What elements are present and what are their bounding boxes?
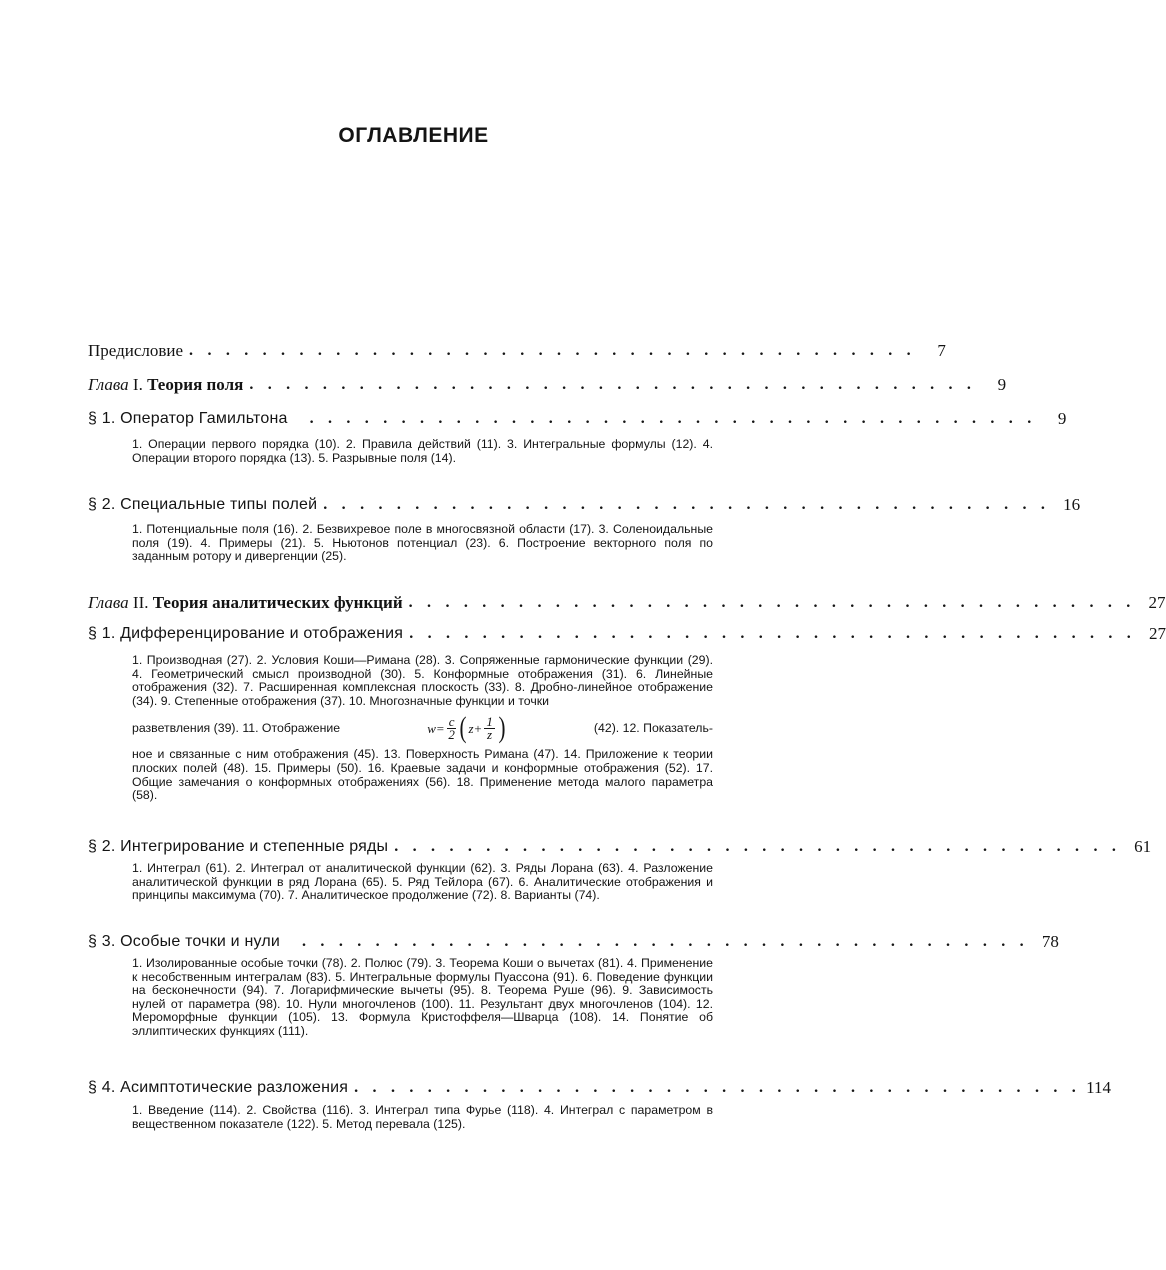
chapter-number: I. bbox=[132, 375, 143, 394]
fraction-numerator: c bbox=[448, 713, 455, 729]
toc-chapter-2[interactable] bbox=[88, 588, 1166, 614]
leader-dots: . . . . . . . . . . . . . . . . . . . . . . . . . . . . . . . . . . . . . . . . bbox=[249, 376, 977, 393]
chapter-prefix: Глава bbox=[88, 375, 129, 394]
chapter-title: Теория поля bbox=[147, 375, 244, 394]
subsection-text: 1. Производная (27). 2. Условия Коши—Римана (28). 3. Сопряженные гармонические функции (29). 4. Геометрический смысл производной (30). 5. Конформные отображения (31). 6. Линейные отображения (32). 7. Расширенная комплексная плоскость (33). 8. Дробно-линейное отображение (34). 9. Степенные отображения (37). 10. Многозначные функции и точки bbox=[132, 653, 713, 708]
page-title: ОГЛАВЛЕНИЕ bbox=[338, 124, 489, 147]
toc-entry-page: 114 bbox=[1086, 1078, 1111, 1097]
toc-entry-page: 9 bbox=[997, 375, 1007, 394]
toc-section-2-3[interactable] bbox=[88, 927, 1059, 953]
leader-dots: . . . . . . . . . . . . . . . . . . . . . . . . . . . . . . . . . . . . . . . . bbox=[408, 594, 1136, 611]
toc-section-2-1[interactable] bbox=[88, 619, 1166, 645]
leader-dots: . . . . . . . . . . . . . . . . . . . . . . . . . . . . . . . . . . . . . . . . bbox=[302, 933, 1029, 950]
toc-chapter-1[interactable] bbox=[88, 370, 1007, 396]
formula-lhs: w= bbox=[427, 720, 445, 736]
toc-entry-page: 27 bbox=[1149, 624, 1166, 643]
toc-subsection-list: 1. Операции первого порядка (10). 2. Правила действий (11). 3. Интегральные формулы (12). 4. Операции второго порядка (13). 5. Разрывные поля (14). bbox=[132, 437, 713, 465]
toc-section-label: § 1. Дифференцирование и отображения bbox=[88, 625, 404, 642]
formula-term: z+ bbox=[468, 720, 483, 736]
toc-subsection-list bbox=[132, 654, 713, 803]
formula-paren-open: ( bbox=[459, 711, 467, 745]
subsection-text: ное и связанные с ним отображения (45). 13. Поверхность Римана (47). 14. Приложение к теории плоских полей (48). 15. Примеры (50). 16. Краевые задачи и конформные отображения (52). 17. Общие замечания о конформных отображениях (56). 18. Применение метода малого параметра (58). bbox=[132, 747, 713, 803]
toc-subsection-list: 1. Изолированные особые точки (78). 2. Полюс (79). 3. Теорема Коши о вычетах (81). 4. Применение к несобственным интегралам (83). 5. Интегральные формулы Пуассона (91). 6. Поведение функции на бесконечности (94). 7. Логарифмические вычеты (95). 8. Теорема Руше (96). 9. Зависимость нулей от параметра (98). 10. Нули многочленов (100). 11. Результант двух многочленов (104). 12. Мероморфные функции (105). 13. Формула Кристоффеля—Шварца (108). 14. Понятие об эллиптических функциях (111). bbox=[132, 956, 713, 1038]
subsection-text: (42). 12. Показатель- bbox=[593, 720, 713, 735]
toc-entry-page: 27 bbox=[1148, 593, 1166, 612]
toc-entry-page: 78 bbox=[1041, 932, 1059, 951]
formula-paren-close: ) bbox=[498, 711, 506, 745]
fraction-denominator: z bbox=[487, 726, 493, 742]
toc-section-label: § 3. Особые точки и нули bbox=[88, 933, 281, 950]
leader-dots: . . . . . . . . . . . . . . . . . . . . . . . . . . . . . . . . . . . . . . . . bbox=[409, 625, 1136, 642]
toc-entry-page: 7 bbox=[937, 341, 946, 360]
toc-entry-preface[interactable] bbox=[88, 336, 946, 362]
toc-entry-page: 9 bbox=[1057, 409, 1067, 428]
formula-fraction bbox=[484, 713, 495, 742]
toc-entry-label: Предисловие bbox=[88, 341, 184, 360]
toc-chapter-label bbox=[88, 374, 243, 396]
leader-dots: . . . . . . . . . . . . . . . . . . . . . . . . . . . . . . . . . . . . . . . . bbox=[323, 496, 1051, 513]
toc-section-label: § 2. Специальные типы полей bbox=[88, 496, 318, 513]
toc-section-label: § 4. Асимптотические разложения bbox=[88, 1079, 349, 1096]
toc-subsection-list: 1. Интеграл (61). 2. Интеграл от аналитической функции (62). 3. Ряды Лорана (63). 4. Разложение аналитической функции в ряд Лорана (65). 5. Ряд Тейлора (67). 6. Аналитические отображения и принципы максимума (70). 7. Аналитическое продолжение (72). 8. Варианты (74). bbox=[132, 861, 713, 903]
toc-subsection-list: 1. Потенциальные поля (16). 2. Безвихревое поле в многосвязной области (17). 3. Соленоидальные поля (19). 4. Примеры (21). 5. Ньютонов потенциал (23). 6. Построение векторного поля по заданным ротору и дивергенции (25). bbox=[132, 522, 713, 564]
fraction-numerator: 1 bbox=[486, 713, 493, 729]
toc-section-label: § 2. Интегрирование и степенные ряды bbox=[88, 838, 389, 855]
chapter-number: II. bbox=[132, 593, 149, 612]
leader-dots: . . . . . . . . . . . . . . . . . . . . . . . . . . . . . . . . . . . . . . . . bbox=[354, 1079, 1081, 1096]
mapping-formula bbox=[427, 711, 507, 745]
leader-dots: . . . . . . . . . . . . . . . . . . . . . . . . . . . . . . . . . . . . . . . . bbox=[394, 838, 1122, 855]
chapter-title: Теория аналитических функций bbox=[152, 593, 403, 612]
toc-subsection-list: 1. Введение (114). 2. Свойства (116). 3. Интеграл типа Фурье (118). 4. Интеграл с параметром в вещественном показателе (122). 5. Метод перевала (125). bbox=[132, 1103, 713, 1131]
subsection-formula-line bbox=[132, 710, 713, 746]
fraction-denominator: 2 bbox=[448, 726, 455, 742]
toc-section-1-2[interactable] bbox=[88, 490, 1081, 516]
formula-fraction bbox=[447, 713, 457, 742]
leader-dots: . . . . . . . . . . . . . . . . . . . . . . . . . . . . . . . . . . . . . . . . bbox=[189, 342, 916, 359]
chapter-prefix: Глава bbox=[88, 593, 129, 612]
toc-section-2-2[interactable] bbox=[88, 832, 1152, 858]
toc-chapter-label bbox=[88, 592, 403, 614]
toc-entry-page: 16 bbox=[1063, 495, 1081, 514]
toc-entry-page: 61 bbox=[1134, 837, 1152, 856]
subsection-text: разветвления (39). 11. Отображение bbox=[132, 720, 341, 735]
leader-dots: . . . . . . . . . . . . . . . . . . . . . . . . . . . . . . . . . . . . . . . . bbox=[309, 410, 1037, 427]
toc-section-2-4[interactable] bbox=[88, 1073, 1111, 1099]
toc-section-label: § 1. Оператор Гамильтона bbox=[88, 410, 288, 427]
toc-section-1-1[interactable] bbox=[88, 404, 1067, 430]
